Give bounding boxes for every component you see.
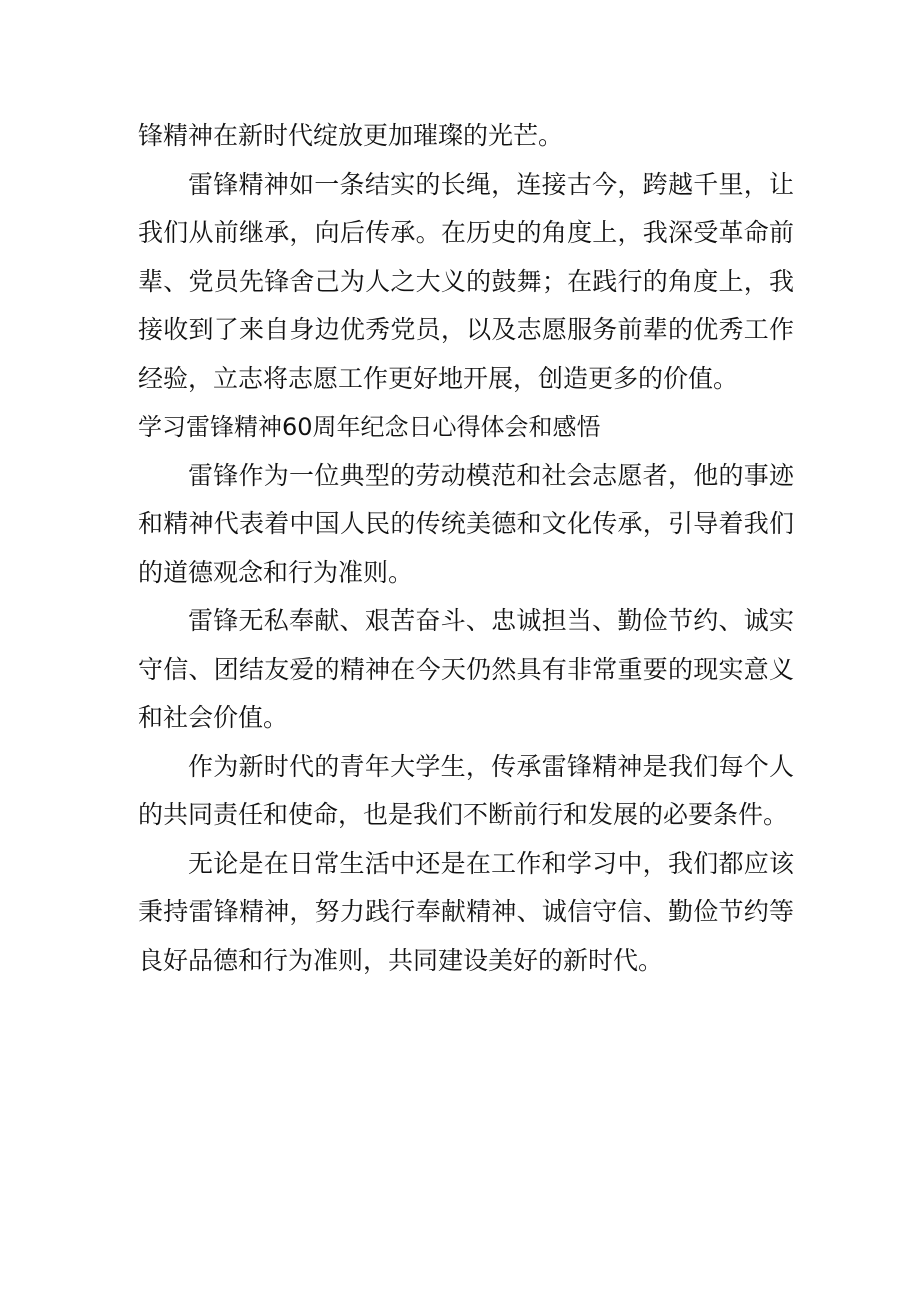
paragraph: 雷锋无私奉献、艰苦奋斗、忠诚担当、勤俭节约、诚实守信、团结友爱的精神在今天仍然具有非常重要的现实意义和社会价值。 (138, 606, 794, 732)
paragraph-continuation: 锋精神在新时代绽放更加璀璨的光芒。 (138, 121, 564, 150)
paragraph: 无论是在日常生活中还是在工作和学习中，我们都应该秉持雷锋精神，努力践行奉献精神、诚信守信、勤俭节约等良好品德和行为准则，共同建设美好的新时代。 (138, 848, 794, 975)
document-body (138, 112, 794, 985)
paragraph: 雷锋作为一位典型的劳动模范和社会志愿者，他的事迹和精神代表着中国人民的传统美德和文化传承，引导着我们的道德观念和行为准则。 (138, 460, 794, 587)
paragraph: 作为新时代的青年大学生，传承雷锋精神是我们每个人的共同责任和使命，也是我们不断前行和发展的必要条件。 (138, 751, 794, 829)
section-heading: 学习雷锋精神60周年纪念日心得体会和感悟 (138, 413, 601, 441)
paragraph: 雷锋精神如一条结实的长绳，连接古今，跨越千里，让我们从前继承，向后传承。在历史的角度上，我深受革命前辈、党员先锋舍己为人之大义的鼓舞；在践行的角度上，我接收到了来自身边优秀党员，以及志愿服务前辈的优秀工作经验，立志将志愿工作更好地开展，创造更多的价值。 (138, 169, 794, 393)
